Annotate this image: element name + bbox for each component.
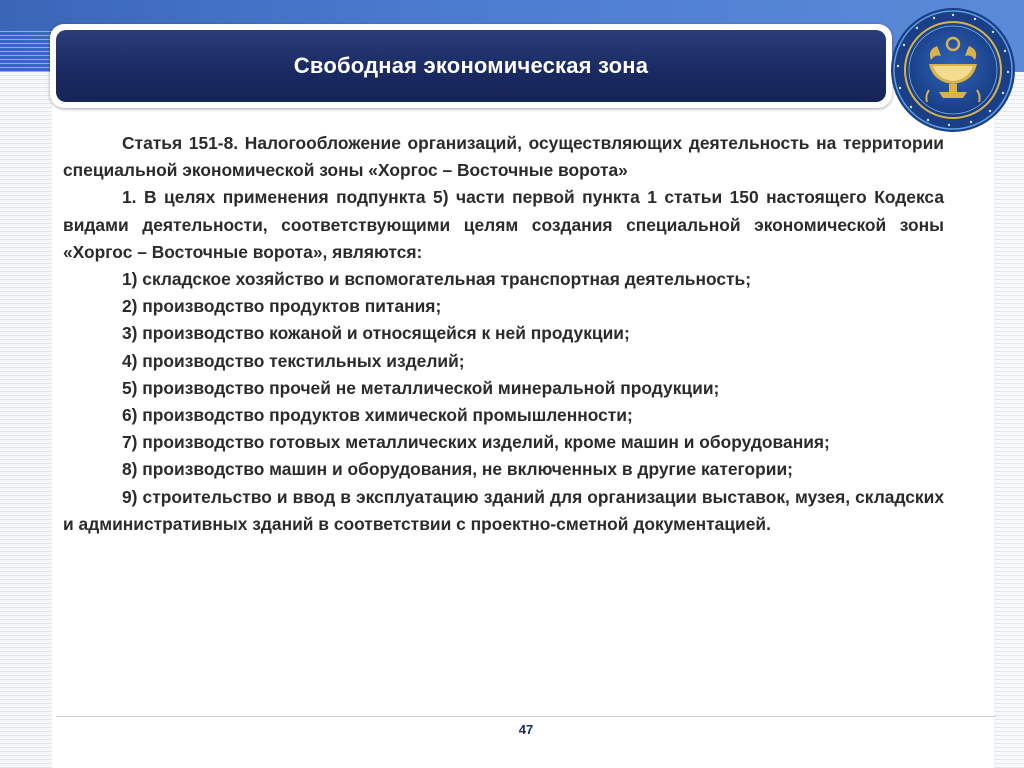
footer-divider bbox=[56, 716, 996, 717]
article-heading: Статья 151-8. Налогообложение организаций, осуществляющих деятельность на территории специальной экономической зоны «Хоргос – Восточные ворота» bbox=[63, 133, 944, 181]
article-text bbox=[63, 130, 944, 538]
page-title: Свободная экономическая зона bbox=[293, 53, 649, 78]
list-item: 6) производство продуктов химической промышленности; bbox=[122, 405, 633, 426]
list-item: 7) производство готовых металлических изделий, кроме машин и оборудования; bbox=[122, 432, 830, 453]
list-item: 2) производство продуктов питания; bbox=[122, 296, 442, 317]
title-bar bbox=[56, 30, 886, 102]
list-item: 1) складское хозяйство и вспомогательная транспортная деятельность; bbox=[122, 269, 752, 290]
list-item: 8) производство машин и оборудования, не включенных в другие категории; bbox=[122, 459, 793, 480]
state-revenue-emblem-icon bbox=[889, 6, 1017, 134]
left-decor-strip bbox=[0, 72, 52, 768]
list-item: 5) производство прочей не металлической минеральной продукции; bbox=[122, 377, 720, 398]
list-item: 4) производство текстильных изделий; bbox=[122, 350, 465, 371]
left-decor-strip-top bbox=[0, 28, 52, 72]
article-clause-1: 1. В целях применения подпункта 5) части первой пункта 1 статьи 150 настоящего Кодекса видами деятельности, соответствующими целям создания специальной экономической зоны «Хоргос – Восточные ворота», являются: bbox=[63, 187, 944, 262]
list-item: 9) строительство и ввод в эксплуатацию зданий для организации выставок, музея, складских и административных зданий в соответствии с проектно-сметной документацией. bbox=[63, 486, 944, 534]
right-decor-strip bbox=[994, 72, 1024, 768]
list-item: 3) производство кожаной и относящейся к ней продукции; bbox=[122, 323, 630, 344]
page-number: 47 bbox=[518, 722, 534, 737]
